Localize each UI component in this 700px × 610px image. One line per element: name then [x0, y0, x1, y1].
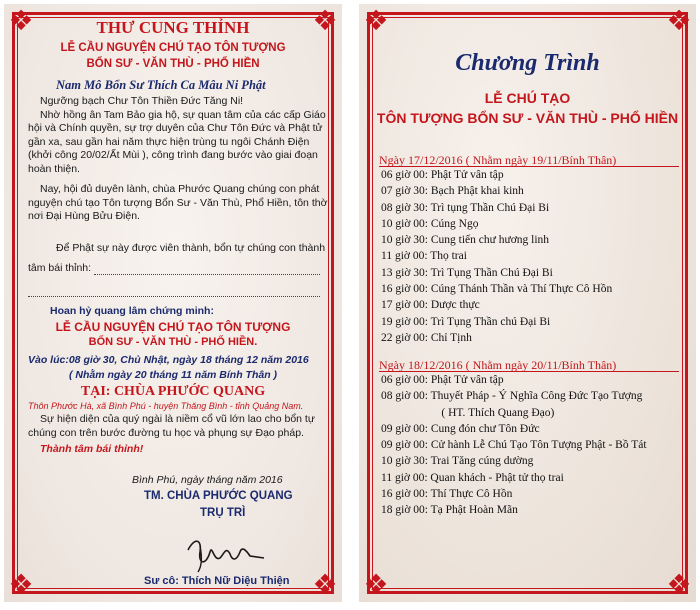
invocation: Nam Mô Bổn Sư Thích Ca Mâu Ni Phật — [56, 78, 266, 92]
organization: TM. CHÙA PHƯỚC QUANG — [144, 490, 293, 502]
lunar-date: ( Nhằm ngày 20 tháng 11 năm Bính Thân ) — [68, 369, 278, 381]
welcome-text: Hoan hỷ quang lâm chứng minh: — [50, 305, 214, 317]
schedule-item: 09 giờ 00: Cử hành Lễ Chú Tạo Tôn Tượng Phật - Bồ Tát — [381, 439, 647, 452]
schedule-item: 19 giờ 00: Trì Tụng Thần chú Đại Bi — [381, 315, 551, 328]
schedule-item: 10 giờ 30: Trai Tăng cúng dường — [381, 455, 534, 468]
text-line: (khởi công 20/02/Ất Mùi ), công trình đang bước vào giai đoạn — [28, 149, 318, 161]
venue: TẠI: CHÙA PHƯỚC QUANG — [80, 384, 266, 399]
day2-date: Ngày 18/12/2016 ( Nhằm ngày 20/11/Bính Thân) — [379, 358, 617, 372]
program-panel — [359, 4, 696, 602]
invitation-title: THƯ CUNG THỈNH — [96, 18, 250, 37]
day1-schedule — [381, 167, 612, 346]
schedule-item: 08 giờ 00: Thuyết Pháp - Ý Nghĩa Công Đức Tạo Tượng — [381, 390, 643, 403]
thanks: Thành tâm bái thỉnh! — [40, 443, 144, 455]
schedule-item: 06 giờ 00: Phật Tử vân tập — [381, 374, 504, 386]
guest-name-line — [28, 296, 320, 297]
guest-name-line — [94, 274, 320, 275]
schedule-item: ( HT. Thích Quang Đạo) — [381, 406, 555, 419]
schedule-item: 07 giờ 30: Bạch Phật khai kinh — [381, 185, 524, 198]
corner-ornament-icon: ❖ — [8, 4, 34, 37]
paragraph-closing — [28, 413, 315, 440]
schedule-item: 17 giờ 00: Dược thực — [381, 299, 480, 312]
text-line: hội và Chính quyền, sự trợ duyên của Chư Tôn Đức và Phật tử — [28, 122, 323, 134]
program-heading: Chương Trình — [455, 50, 600, 76]
ceremony-title-line2: BỔN SƯ - VĂN THÙ - PHỔ HIỀN — [86, 58, 260, 70]
schedule-item: 06 giờ 00: Phật Tử vân tập — [381, 169, 504, 181]
signer-name: Sư cô: Thích Nữ Diệu Thiện — [144, 575, 290, 587]
role: TRỤ TRÌ — [200, 507, 246, 519]
corner-ornament-icon: ❖ — [666, 4, 692, 37]
schedule-item: 16 giờ 00: Thí Thực Cô Hồn — [381, 488, 513, 501]
day2-schedule — [381, 372, 647, 519]
schedule-item: 11 giờ 00: Thọ trai — [381, 250, 467, 263]
schedule-item: 18 giờ 00: Tạ Phật Hoàn Mãn — [381, 504, 518, 517]
text-line: hoàn thiện. — [28, 162, 80, 175]
text-line: nơi Đại Hùng Bửu Điện. — [28, 210, 140, 222]
corner-ornament-icon: ❖ — [312, 568, 338, 601]
schedule-item: 10 giờ 00: Cúng Ngọ — [381, 217, 479, 230]
ceremony2-line1: LỄ CẦU NGUYỆN CHÚ TẠO TÔN TƯỢNG — [55, 320, 291, 334]
ceremony-title-line1: LỄ CẦU NGUYỆN CHÚ TẠO TÔN TƯỢNG — [60, 42, 286, 54]
paragraph-invite — [28, 242, 325, 275]
event-time: Vào lúc:08 giờ 30, Chủ Nhật, ngày 18 tháng 12 năm 2016 — [28, 354, 309, 366]
corner-ornament-icon: ❖ — [8, 568, 34, 601]
date-place: Bình Phú, ngày tháng năm 2016 — [132, 474, 283, 486]
schedule-item: 10 giờ 30: Cung tiến chư hương linh — [381, 234, 550, 247]
schedule-item: 08 giờ 30: Trì tụng Thần Chú Đại Bi — [381, 201, 550, 214]
text-line: tâm bái thỉnh: — [28, 261, 92, 274]
text-line: gần xa, sau gần hai năm thực hiện trùng tu ngôi Chánh Điện — [28, 135, 310, 148]
text-line: Để Phật sự này được viên thành, bổn tự chúng con thành — [56, 242, 326, 254]
schedule-item: 11 giờ 00: Quan khách - Phật tử thọ trai — [381, 471, 564, 484]
signature-icon — [180, 532, 270, 576]
paragraph-greeting — [28, 95, 326, 176]
schedule-item: 13 giờ 30: Trì Tụng Thần Chú Đại Bi — [381, 266, 553, 279]
text-line: Ngưỡng bạch Chư Tôn Thiền Đức Tăng Ni! — [40, 95, 244, 107]
corner-ornament-icon: ❖ — [312, 4, 338, 37]
corner-ornament-icon: ❖ — [363, 568, 389, 601]
paragraph-vow — [28, 183, 327, 224]
corner-ornament-icon: ❖ — [363, 4, 389, 37]
text-line: Sự hiện diện của quý ngài là niềm cổ vũ lớn lao cho bổn tự — [40, 413, 315, 425]
corner-ornament-icon: ❖ — [666, 568, 692, 601]
text-line: nguyện chú tạo Tôn tượng Bổn Sư - Văn Thù, Phổ Hiền, tôn thờ — [28, 196, 328, 209]
text-line: Nhờ hồng ân Tam Bảo gia hộ, sự quan tâm của các cấp Giáo — [40, 108, 326, 121]
invitation-panel — [4, 4, 342, 602]
program-line1: LỄ CHÚ TẠO — [484, 90, 571, 106]
address: Thôn Phước Hà, xã Bình Phú - huyện Thăng Bình - tỉnh Quảng Nam. — [28, 401, 304, 411]
text-line: chúng con trên bước đường tu học và phụng sự Đạo pháp. — [28, 426, 304, 439]
program-line2: TÔN TƯỢNG BỔN SƯ - VĂN THÙ - PHỔ HIỀN — [376, 110, 679, 126]
day1-date: Ngày 17/12/2016 ( Nhằm ngày 19/11/Bính Thân) — [379, 153, 617, 167]
ceremony2-line2: BỔN SƯ - VĂN THÙ - PHỔ HIỀN. — [88, 336, 258, 348]
text-line: Nay, hội đủ duyên lành, chùa Phước Quang chúng con phát — [40, 183, 320, 195]
schedule-item: 22 giờ 00: Chỉ Tịnh — [381, 331, 472, 344]
schedule-item: 16 giờ 00: Cúng Thánh Thần và Thí Thực Cô Hồn — [381, 283, 613, 296]
schedule-item: 09 giờ 00: Cung đón chư Tôn Đức — [381, 422, 540, 435]
